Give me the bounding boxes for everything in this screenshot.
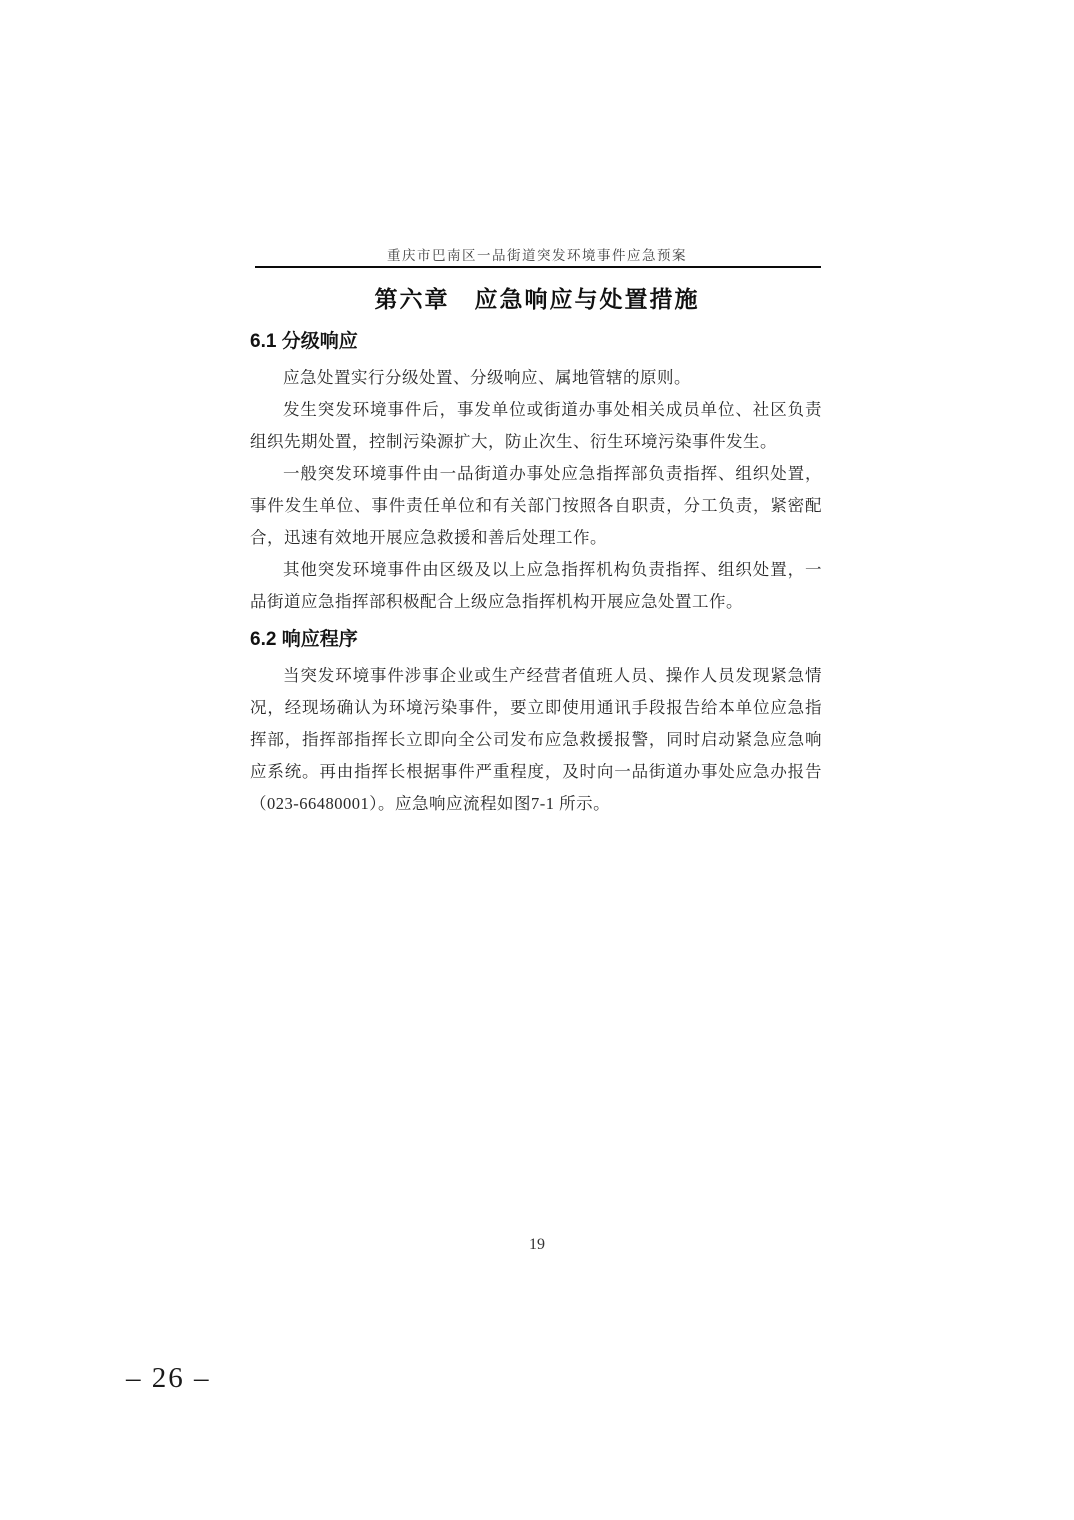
- document-body: [250, 330, 822, 820]
- paragraph: 当突发环境事件涉事企业或生产经营者值班人员、操作人员发现紧急情况，经现场确认为环境污染事件，要立即使用通讯手段报告给本单位应急指挥部，指挥部指挥长立即向全公司发布应急救援报警，同时启动紧急应急响应系统。再由指挥长根据事件严重程度，及时向一品街道办事处应急办报告（023-66480001）。应急响应流程如图7-1 所示。: [250, 666, 822, 813]
- paragraph: 其他突发环境事件由区级及以上应急指挥机构负责指挥、组织处置，一品街道应急指挥部积极配合上级应急指挥机构开展应急处置工作。: [250, 560, 822, 611]
- page-number: 19: [529, 1236, 545, 1253]
- paragraph: 一般突发环境事件由一品街道办事处应急指挥部负责指挥、组织处置，事件发生单位、事件责任单位和有关部门按照各自职责，分工负责，紧密配合，迅速有效地开展应急救援和善后处理工作。: [250, 464, 822, 547]
- paragraph: 发生突发环境事件后，事发单位或街道办事处相关成员单位、社区负责组织先期处置，控制污染源扩大，防止次生、衍生环境污染事件发生。: [250, 400, 822, 451]
- paragraph: 应急处置实行分级处置、分级响应、属地管辖的原则。: [283, 368, 691, 387]
- chapter-title: 第六章 应急响应与处置措施: [374, 286, 700, 312]
- section-heading-6-2: 6.2 响应程序: [250, 629, 358, 650]
- header-rule-divider: [255, 266, 821, 268]
- footer-folio-number: – 26 –: [126, 1362, 211, 1394]
- running-header: 重庆市巴南区一品街道突发环境事件应急预案: [387, 248, 687, 263]
- section-heading-6-1: 6.1 分级响应: [250, 331, 358, 352]
